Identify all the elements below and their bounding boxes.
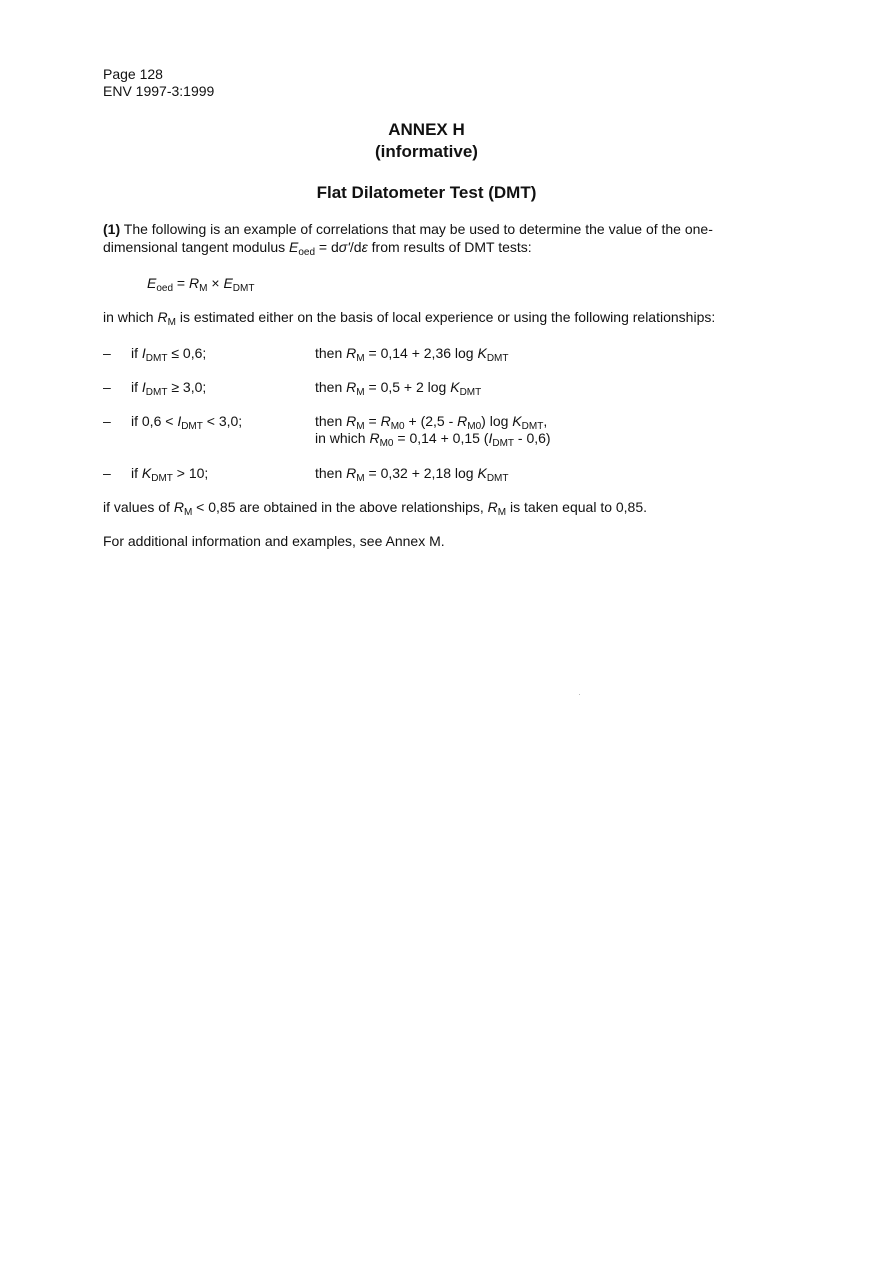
- condition-3-line2-r-sub: M0: [379, 438, 394, 449]
- condition-3-r-sub: M: [356, 421, 365, 432]
- condition-4-dash: –: [103, 465, 111, 481]
- condition-1-r-sub: M: [356, 353, 365, 364]
- condition-3-var-sub: DMT: [181, 421, 203, 432]
- condition-3-line2-i-sub: DMT: [492, 438, 515, 449]
- annex-title: ANNEX H: [388, 120, 465, 139]
- condition-3-then-word: then: [315, 413, 347, 429]
- sigma-symbol: σ': [338, 239, 350, 255]
- condition-3-then: [315, 413, 548, 432]
- condition-2-if: [131, 379, 207, 398]
- explanation-r: R: [157, 309, 168, 325]
- condition-3-line2-r: R: [369, 430, 380, 446]
- condition-3-tail: < 3,0;: [202, 413, 243, 429]
- condition-3-r0-sub: M0: [390, 421, 405, 432]
- condition-2-var-sub: DMT: [145, 387, 168, 398]
- main-formula: [147, 275, 255, 294]
- condition-3-dash: –: [103, 413, 111, 429]
- condition-3-if-word: if 0,6 <: [131, 413, 178, 429]
- section-title: Flat Dilatometer Test (DMT): [316, 183, 537, 202]
- condition-2-r-sub: M: [356, 387, 365, 398]
- condition-1-if: [131, 345, 207, 364]
- note-after: is taken equal to 0,85.: [506, 499, 648, 515]
- limit-note: [103, 499, 648, 518]
- condition-1-then: [315, 345, 509, 364]
- standard-reference: ENV 1997-3:1999: [103, 83, 215, 99]
- condition-2-if-word: if: [131, 379, 142, 395]
- formula-r-sub: M: [199, 283, 208, 294]
- condition-1-k: K: [477, 345, 487, 361]
- intro-text-mid: = d: [315, 239, 339, 255]
- condition-4-then-word: then: [315, 465, 347, 481]
- scan-speck: [579, 694, 580, 695]
- note-r: R: [173, 499, 184, 515]
- condition-4-var: K: [141, 465, 152, 481]
- condition-4-formula: = 0,32 + 2,18 log: [364, 465, 478, 481]
- condition-3-k: K: [512, 413, 522, 429]
- explanation-line: [103, 309, 716, 328]
- condition-3-formula-d: ,: [543, 413, 548, 429]
- condition-3-formula-b: + (2,5 -: [404, 413, 458, 429]
- formula-eq: =: [173, 275, 189, 291]
- condition-4-r-sub: M: [356, 473, 365, 484]
- formula-e: E: [223, 275, 233, 291]
- condition-3-k-sub: DMT: [521, 421, 544, 432]
- condition-2-then-word: then: [315, 379, 347, 395]
- condition-2-dash: –: [103, 379, 111, 395]
- condition-2-formula: = 0,5 + 2 log: [364, 379, 451, 395]
- condition-3-r0b: R: [457, 413, 468, 429]
- condition-4-if: [131, 465, 209, 484]
- condition-1-r: R: [346, 345, 357, 361]
- slash-d: /d: [349, 239, 362, 255]
- note-before: if values of: [103, 499, 174, 515]
- condition-4-tail: > 10;: [172, 465, 209, 481]
- condition-4-var-sub: DMT: [151, 473, 173, 484]
- annex-reference: For additional information and examples, see Annex M.: [103, 533, 445, 549]
- condition-1-then-word: then: [315, 345, 347, 361]
- condition-3-line2-i: I: [488, 430, 493, 446]
- condition-4-if-word: if: [131, 465, 142, 481]
- annex-subtitle: (informative): [375, 142, 478, 161]
- condition-3-line2-mid: = 0,14 + 0,15 (: [393, 430, 489, 446]
- condition-3-var: I: [177, 413, 182, 429]
- intro-paragraph: [103, 220, 763, 256]
- condition-2-then: [315, 379, 482, 398]
- condition-2-k-sub: DMT: [459, 387, 482, 398]
- condition-2-k: K: [450, 379, 460, 395]
- formula-lhs-sub: oed: [156, 283, 174, 294]
- condition-1-var-sub: DMT: [145, 353, 168, 364]
- formula-e-sub: DMT: [232, 283, 255, 294]
- condition-3-r: R: [346, 413, 357, 429]
- explanation-after: is estimated either on the basis of local experience or using the following relationships:: [175, 309, 716, 325]
- condition-3-formula-a: =: [364, 413, 381, 429]
- condition-4-k-sub: DMT: [486, 473, 509, 484]
- condition-2-r: R: [346, 379, 357, 395]
- note-mid: < 0,85 are obtained in the above relationships,: [192, 499, 488, 515]
- condition-3-r0: R: [380, 413, 391, 429]
- condition-1-if-word: if: [131, 345, 142, 361]
- condition-3-formula-c: ) log: [481, 413, 513, 429]
- condition-1-k-sub: DMT: [486, 353, 509, 364]
- condition-3-r0b-sub: M0: [467, 421, 482, 432]
- epsilon-symbol: ε: [361, 239, 368, 255]
- explanation-r-sub: M: [167, 317, 176, 328]
- condition-3-subformula: [315, 430, 551, 449]
- formula-r: R: [189, 275, 200, 291]
- explanation-before: in which: [103, 309, 158, 325]
- note-r2: R: [487, 499, 498, 515]
- note-r2-sub: M: [497, 507, 507, 518]
- modulus-symbol: E: [289, 239, 299, 255]
- condition-1-var: I: [141, 345, 146, 361]
- condition-3-if: [131, 413, 243, 432]
- condition-4-k: K: [477, 465, 487, 481]
- condition-2-tail: ≥ 3,0;: [167, 379, 207, 395]
- formula-times: ×: [207, 275, 224, 291]
- formula-lhs: E: [147, 275, 157, 291]
- note-r-sub: M: [183, 507, 193, 518]
- condition-2-var: I: [141, 379, 146, 395]
- intro-text-after: from results of DMT tests:: [367, 239, 532, 255]
- condition-3-line2-end: - 0,6): [514, 430, 551, 446]
- condition-1-formula: = 0,14 + 2,36 log: [364, 345, 478, 361]
- modulus-subscript: oed: [298, 247, 316, 258]
- condition-1-dash: –: [103, 345, 111, 361]
- condition-4-then: [315, 465, 509, 484]
- condition-3-line2-prefix: in which: [315, 430, 370, 446]
- intro-text-before: The following is an example of correlations that may be used to determine the value of the one-dimensional tangent modulus: [103, 221, 713, 255]
- clause-number: (1): [103, 221, 121, 237]
- condition-1-tail: ≤ 0,6;: [167, 345, 207, 361]
- condition-4-r: R: [346, 465, 357, 481]
- page-number: Page 128: [103, 66, 163, 82]
